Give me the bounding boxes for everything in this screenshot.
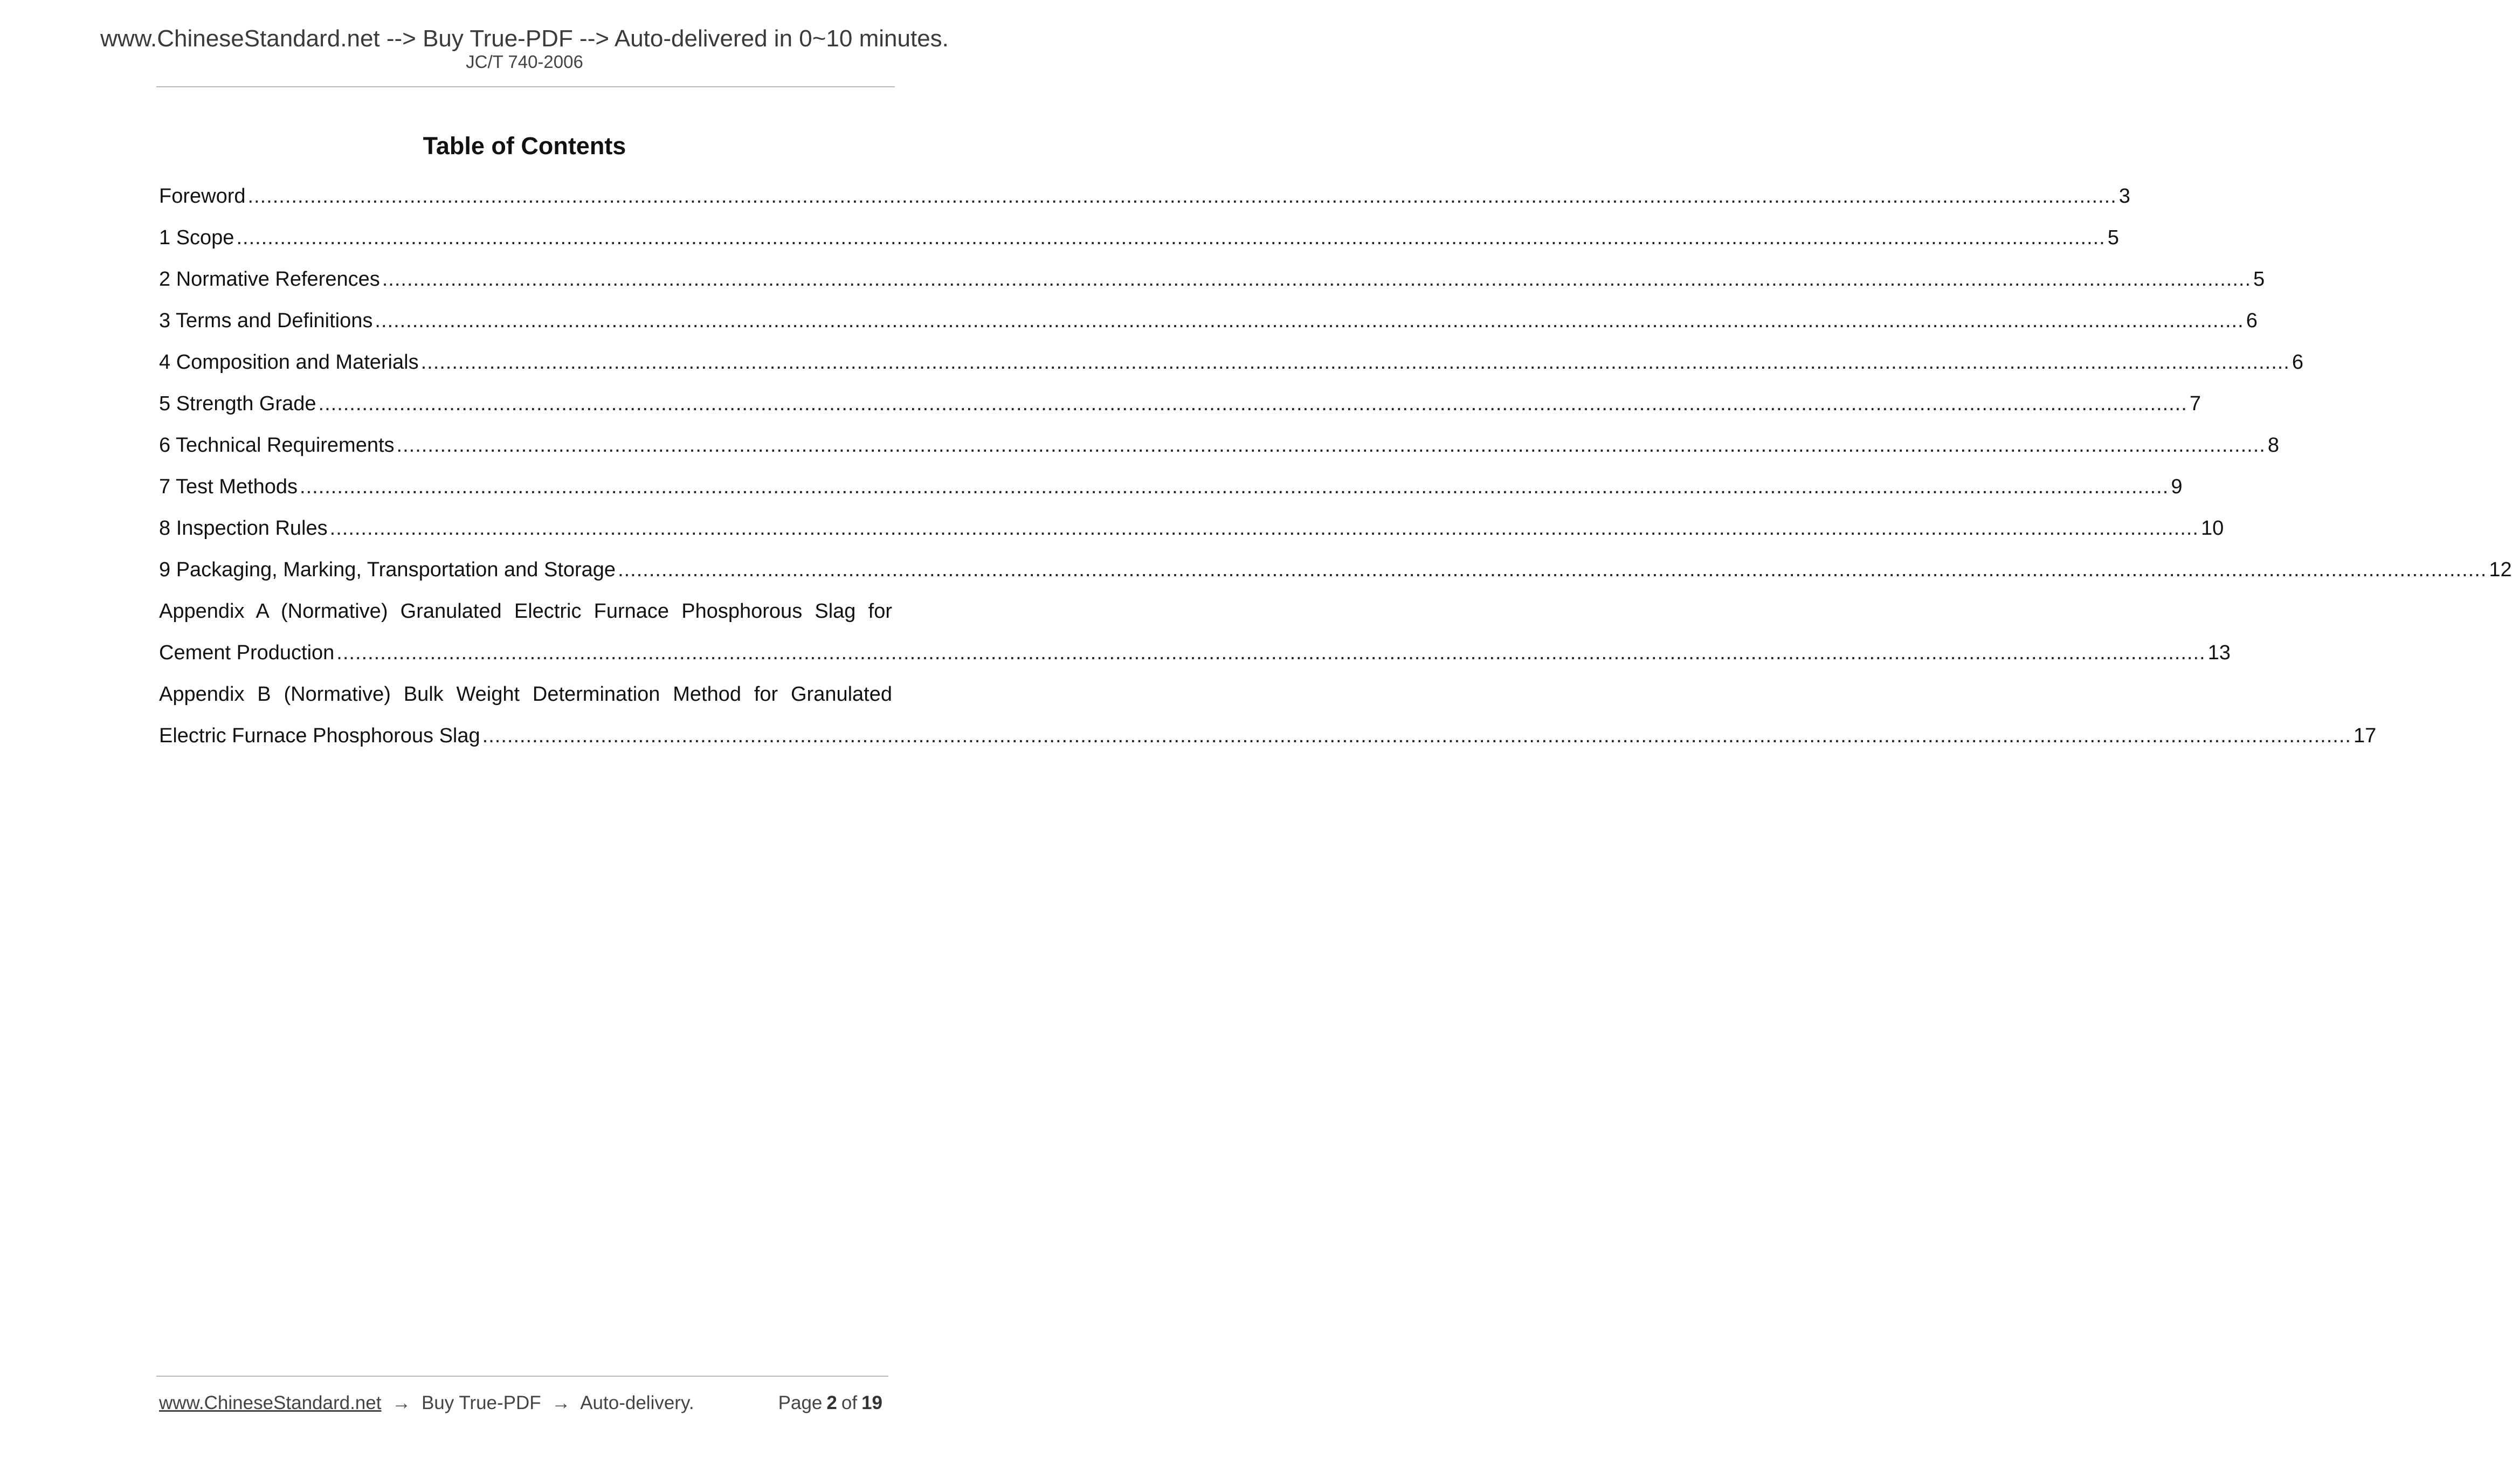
toc-entry-label: 9 Packaging, Marking, Transportation and Storage xyxy=(159,558,616,581)
of-word: of xyxy=(841,1392,858,1413)
dot-leader: ............................................................................................................................................................................................................................................................................................................ xyxy=(236,226,2106,249)
toc-entry-label: 6 Technical Requirements xyxy=(159,434,395,457)
footer-delivery-text: Auto-delivery. xyxy=(580,1392,694,1413)
toc-entry-appendix-a[interactable] xyxy=(159,634,2231,676)
dot-leader: ............................................................................................................................................................................................................................................................................................................ xyxy=(329,517,2199,540)
toc-entry-strength-grade[interactable] xyxy=(159,385,2201,427)
page-indicator xyxy=(778,1390,887,1417)
toc-entry-page: 6 xyxy=(2246,309,2258,332)
toc-entry-label: Cement Production xyxy=(159,641,335,664)
toc-entry-appendix-a-line1[interactable]: Appendix A (Normative) Granulated Electric Furnace Phosphorous Slag for xyxy=(159,600,892,623)
dot-leader: ............................................................................................................................................................................................................................................................................................................ xyxy=(382,268,2252,291)
toc-entry-page: 12 xyxy=(2489,558,2512,581)
dot-leader: ............................................................................................................................................................................................................................................................................................................ xyxy=(318,392,2187,415)
toc-entry-composition-materials[interactable] xyxy=(159,344,2304,385)
arrow-right-icon: → xyxy=(392,1392,411,1413)
toc-entry-appendix-b[interactable] xyxy=(159,717,2377,759)
toc-entry-normative-references[interactable] xyxy=(159,261,2265,302)
toc-entry-label: 7 Test Methods xyxy=(159,475,298,498)
dot-leader: ............................................................................................................................................................................................................................................................................................................ xyxy=(375,309,2244,332)
toc-entry-page: 10 xyxy=(2200,517,2224,540)
toc-entry-page: 6 xyxy=(2292,351,2304,374)
toc-title: Table of Contents xyxy=(423,132,626,160)
footer-site-link[interactable]: www.ChineseStandard.net xyxy=(159,1392,382,1413)
toc-entry-page: 17 xyxy=(2353,724,2377,747)
toc-entry-scope[interactable] xyxy=(159,219,2119,261)
document-code: JC/T 740-2006 xyxy=(466,52,583,72)
dot-leader: ............................................................................................................................................................................................................................................................................................................ xyxy=(482,724,2351,747)
page-word: Page xyxy=(778,1392,823,1413)
page-footer xyxy=(159,1390,887,1417)
toc-entry-inspection-rules[interactable] xyxy=(159,510,2224,551)
toc-entry-page: 9 xyxy=(2171,475,2183,498)
footer-buy-text: Buy True-PDF xyxy=(421,1392,541,1413)
toc-entry-page: 5 xyxy=(2107,226,2119,249)
total-page-count: 19 xyxy=(861,1392,882,1413)
toc-entry-label: 2 Normative References xyxy=(159,268,380,291)
arrow-right-icon: → xyxy=(551,1392,571,1413)
dot-leader: ............................................................................................................................................................................................................................................................................................................ xyxy=(336,641,2206,664)
watermark-banner: www.ChineseStandard.net --> Buy True-PDF --> Auto-delivered in 0~10 minutes. xyxy=(100,25,949,52)
toc-entry-label: Electric Furnace Phosphorous Slag xyxy=(159,724,480,747)
toc-entry-packaging[interactable] xyxy=(159,551,2512,593)
toc-entry-page: 8 xyxy=(2267,434,2279,457)
dot-leader: ............................................................................................................................................................................................................................................................................................................ xyxy=(247,185,2117,208)
dot-leader: ............................................................................................................................................................................................................................................................................................................ xyxy=(420,351,2290,374)
toc-entry-foreword[interactable] xyxy=(159,178,2130,219)
toc-entry-label: Foreword xyxy=(159,185,246,208)
dot-leader: ............................................................................................................................................................................................................................................................................................................ xyxy=(618,558,2487,581)
toc-entry-label: 8 Inspection Rules xyxy=(159,517,328,540)
toc-entry-label: 5 Strength Grade xyxy=(159,392,316,415)
dot-leader: ............................................................................................................................................................................................................................................................................................................ xyxy=(300,475,2169,498)
toc-entry-page: 7 xyxy=(2189,392,2201,415)
header-divider xyxy=(156,86,895,87)
toc-entry-appendix-b-line1[interactable]: Appendix B (Normative) Bulk Weight Determination Method for Granulated xyxy=(159,683,892,706)
toc-entry-page: 3 xyxy=(2118,185,2130,208)
toc-entry-technical-requirements[interactable] xyxy=(159,427,2279,468)
dot-leader: ............................................................................................................................................................................................................................................................................................................ xyxy=(396,434,2266,457)
toc-entry-page: 5 xyxy=(2253,268,2265,291)
toc-entry-label: 1 Scope xyxy=(159,226,234,249)
toc-entry-label: 3 Terms and Definitions xyxy=(159,309,373,332)
table-of-contents xyxy=(159,178,2512,759)
current-page-number: 2 xyxy=(826,1392,837,1413)
toc-entry-terms-definitions[interactable] xyxy=(159,302,2258,344)
toc-entry-test-methods[interactable] xyxy=(159,468,2183,510)
footer-divider xyxy=(156,1376,888,1377)
toc-entry-page: 13 xyxy=(2207,641,2231,664)
toc-entry-label: 4 Composition and Materials xyxy=(159,351,419,374)
